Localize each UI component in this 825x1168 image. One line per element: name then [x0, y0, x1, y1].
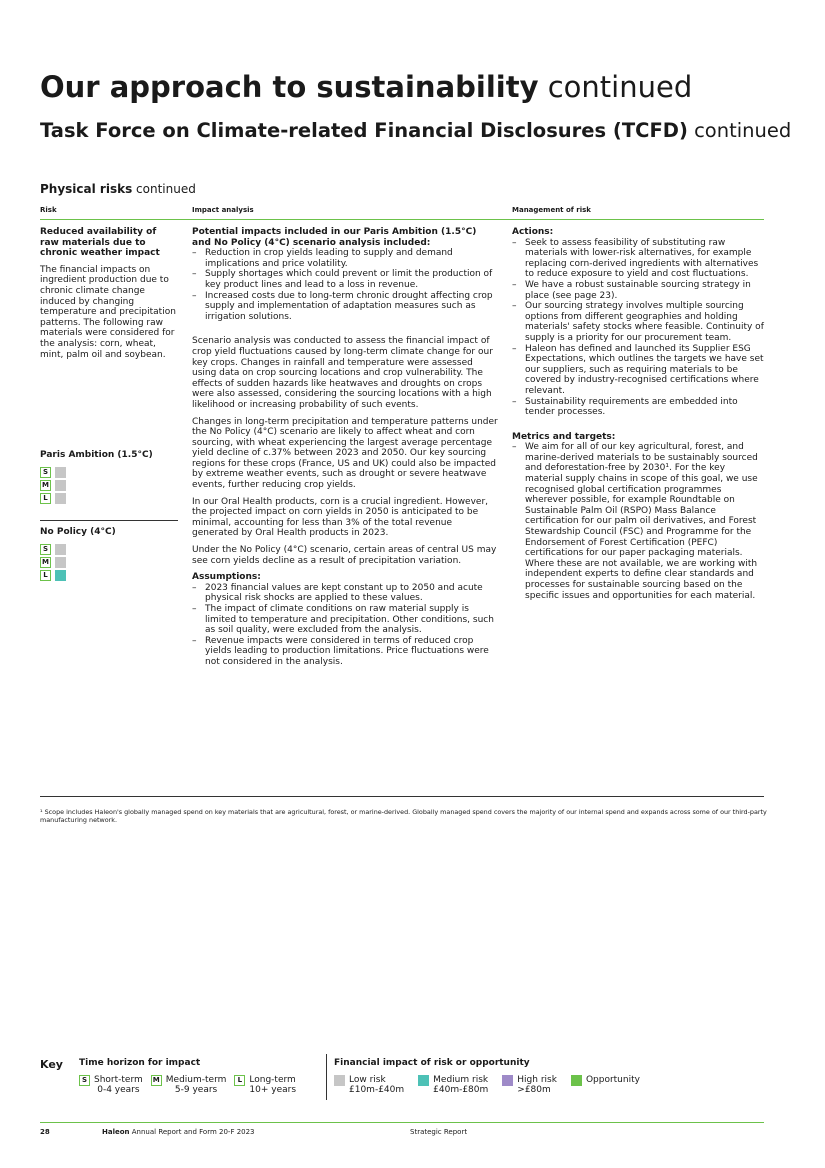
key-financial-text	[349, 1075, 404, 1095]
impact-paragraph: Under the No Policy (4°C) scenario, certain areas of central US may see corn yields decline as a result of precipitation variation.	[192, 545, 497, 566]
page-title: Our approach to sustainability continued	[40, 70, 693, 104]
risk-level-swatch	[55, 467, 66, 478]
key-time-label: Short-term	[94, 1075, 143, 1085]
risk-level-swatch	[55, 557, 66, 568]
key-time-text	[249, 1075, 296, 1095]
risk-column	[40, 227, 178, 366]
time-horizon-badge: S	[79, 1075, 90, 1086]
key-time-item	[151, 1075, 227, 1095]
key-time-text	[166, 1075, 227, 1095]
key-time-title: Time horizon for impact	[79, 1058, 201, 1068]
key-financial-items	[334, 1075, 644, 1095]
actions-title: Actions:	[512, 227, 554, 237]
key-financial-item	[571, 1075, 640, 1095]
key-title: Key	[40, 1058, 63, 1071]
risk-level-swatch	[55, 493, 66, 504]
impact-column	[192, 227, 498, 668]
bullet-item: – Revenue impacts were considered in terms of reduced crop yields leading to production limitations. Price fluctuations were not considered in the analysis.	[192, 636, 498, 668]
time-horizon-badge: L	[40, 570, 51, 581]
bullet-item: – We aim for all of our key agricultural, forest, and marine-derived materials to be sustainably sourced and deforestation-free by 2030¹. For the key material supply chains in scope of this goal, we use recognised global certification programmes wherever possible, for example Roundtable on Sustainable Palm Oil (RSPO) Mass Balance certification for our palm oil derivatives, and Forest Stewardship Council (FSC) and Programme for the Endorsement of Forest Certification (PEFC) certifications for our paper packaging materials. Where these are not available, we are working with independent experts to define clear standards and processes for sustainable sourcing based on the specific issues and opportunities for each material.	[512, 442, 764, 601]
time-horizon-badge: L	[40, 493, 51, 504]
key-financial-text	[586, 1075, 640, 1095]
risk-level-swatch	[334, 1075, 345, 1086]
bullet-item: – Our sourcing strategy involves multiple sourcing options from different geographies and holding materials' safety stocks where feasible. Continuity of supply is a priority for our procurement team.	[512, 301, 764, 343]
key-time-range: 10+ years	[249, 1085, 297, 1095]
key-time-range: 5-9 years	[174, 1085, 218, 1095]
key-financial-range: >£80m	[517, 1085, 551, 1095]
key-financial-range: £10m-£40m	[349, 1085, 405, 1095]
column-header-risk: Risk	[40, 206, 57, 214]
page-subtitle: Task Force on Climate-related Financial Disclosures (TCFD) continued	[40, 119, 792, 142]
impact-bullets	[192, 248, 498, 322]
bullet-item: – 2023 financial values are kept constant up to 2050 and acute physical risk shocks are applied to these values.	[192, 583, 498, 604]
key-time-items	[79, 1075, 296, 1095]
table-bottom-rule	[40, 796, 764, 797]
paris-ambition-label: Paris Ambition (1.5°C)	[40, 450, 153, 460]
time-horizon-badge: M	[40, 557, 51, 568]
footer-section: Strategic Report	[410, 1128, 468, 1136]
rating-row	[40, 557, 178, 568]
key-financial-range: £40m-£80m	[433, 1085, 489, 1095]
time-horizon-badge: L	[234, 1075, 245, 1086]
bullet-item: – Supply shortages which could prevent or limit the production of key product lines and lead to a loss in revenue.	[192, 269, 498, 290]
bullet-item: – Seek to assess feasibility of substituting raw materials with lower-risk alternatives, for example replacing corn-derived ingredients with alternatives to reduce exposure to yield and cost fluctuations.	[512, 238, 764, 280]
key-time-item	[234, 1075, 296, 1095]
risk-description: The financial impacts on ingredient production due to chronic climate change induced by changing temperature and precipitation patterns. The following raw materials were considered for the analysis: corn, wheat, mint, palm oil and soybean.	[40, 264, 176, 360]
key-financial-title: Financial impact of risk or opportunity	[334, 1058, 530, 1068]
key-financial-text	[517, 1075, 557, 1095]
impact-paragraph: In our Oral Health products, corn is a crucial ingredient. However, the projected impact on corn yields in 2050 is anticipated to be minimal, accounting for less than 3% of the total revenue generated by Oral Health products in 2023.	[192, 496, 489, 539]
time-horizon-badge: S	[40, 467, 51, 478]
key-time-label: Long-term	[249, 1075, 296, 1085]
bullet-item: – Increased costs due to long-term chronic drought affecting crop supply and implementation of adaptation measures such as irrigation solutions.	[192, 291, 498, 323]
no-policy-ratings	[40, 544, 178, 581]
assumption-bullets	[192, 583, 498, 668]
rating-row	[40, 467, 178, 478]
key-time-text	[94, 1075, 143, 1095]
key-financial-label: Opportunity	[585, 1075, 640, 1085]
impact-intro: Potential impacts included in our Paris Ambition (1.5°C) and No Policy (4°C) scenario analysis included:	[192, 227, 477, 248]
risk-level-swatch	[502, 1075, 513, 1086]
metric-bullets	[512, 442, 764, 601]
column-header-impact: Impact analysis	[192, 206, 254, 214]
rating-row	[40, 570, 178, 581]
bullet-item: – Sustainability requirements are embedded into tender processes.	[512, 397, 764, 418]
footer-rule	[40, 1122, 764, 1123]
rating-row	[40, 480, 178, 491]
impact-paragraph: Changes in long-term precipitation and temperature patterns under the No Policy (4°C) scenario are likely to affect wheat and corn sourcing, with wheat experiencing the largest average percentage yield decline of c.37% between 2023 and 2050. Our key sourcing regions for these crops (France, US and UK) could also be impacted by extreme weather events, such as drought or severe heatwave events, further reducing crop yields.	[192, 416, 498, 491]
no-policy-label: No Policy (4°C)	[40, 527, 116, 537]
key-time-label: Medium-term	[165, 1075, 227, 1085]
action-bullets	[512, 238, 764, 418]
key-financial-label: High risk	[517, 1075, 557, 1085]
risk-level-swatch	[418, 1075, 429, 1086]
key-financial-text	[433, 1075, 488, 1095]
key-financial-label: Medium risk	[433, 1075, 489, 1085]
bullet-item: – The impact of climate conditions on raw material supply is limited to temperature and precipitation. Other conditions, such as soil quality, were excluded from the analysis.	[192, 604, 498, 636]
risk-level-swatch	[55, 544, 66, 555]
bullet-item: – We have a robust sustainable sourcing strategy in place (see page 23).	[512, 280, 764, 301]
column-header-management: Management of risk	[512, 206, 591, 214]
risk-level-swatch	[55, 570, 66, 581]
footnote: ¹ Scope includes Haleon's globally managed spend on key materials that are agricultural, forest, or marine-derived. Globally managed spend covers the majority of our internal spend and expands across some of our third-party manufacturing network.	[40, 808, 767, 824]
header-rule	[40, 219, 764, 220]
rating-row	[40, 493, 178, 504]
key-time-range: 0-4 years	[97, 1085, 140, 1095]
bullet-item: – Haleon has defined and launched its Supplier ESG Expectations, which outlines the targets we have set our suppliers, such as requiring materials to be covered by industry-recognised certifications where relevant.	[512, 344, 764, 397]
impact-paragraph: Scenario analysis was conducted to assess the financial impact of crop yield fluctuations caused by long-term climate change for our key crops. Changes in rainfall and temperature were assessed using data on crop sourcing locations and crop vulnerability. The effects of sudden hazards like heatwaves and droughts on crops were also assessed, considering the sourcing locations with a high likelihood or increasing probability of such events.	[192, 336, 493, 410]
risk-divider	[40, 520, 178, 521]
rating-row	[40, 544, 178, 555]
metrics-title: Metrics and targets:	[512, 431, 616, 442]
key-financial-label: Low risk	[349, 1075, 386, 1085]
key-divider	[326, 1054, 327, 1100]
key-time-item	[79, 1075, 143, 1095]
risk-title: Reduced availability of raw materials due to chronic weather impact	[40, 227, 160, 259]
management-column	[512, 227, 764, 601]
key-financial-item	[418, 1075, 488, 1095]
time-horizon-badge: S	[40, 544, 51, 555]
time-horizon-badge: M	[40, 480, 51, 491]
key-financial-item	[502, 1075, 557, 1095]
bullet-item: – Reduction in crop yields leading to supply and demand implications and price volatility.	[192, 248, 498, 269]
page-number: 28	[40, 1128, 50, 1136]
time-horizon-badge: M	[151, 1075, 162, 1086]
assumptions-title: Assumptions:	[192, 572, 261, 583]
risk-level-swatch	[571, 1075, 582, 1086]
risk-level-swatch	[55, 480, 66, 491]
key-financial-item	[334, 1075, 404, 1095]
footer-report: Haleon Annual Report and Form 20-F 2023	[102, 1128, 255, 1136]
paris-ratings	[40, 467, 178, 504]
no-policy-block	[40, 527, 178, 583]
paris-ambition-block	[40, 450, 178, 506]
section-title: Physical risks continued	[40, 182, 196, 196]
